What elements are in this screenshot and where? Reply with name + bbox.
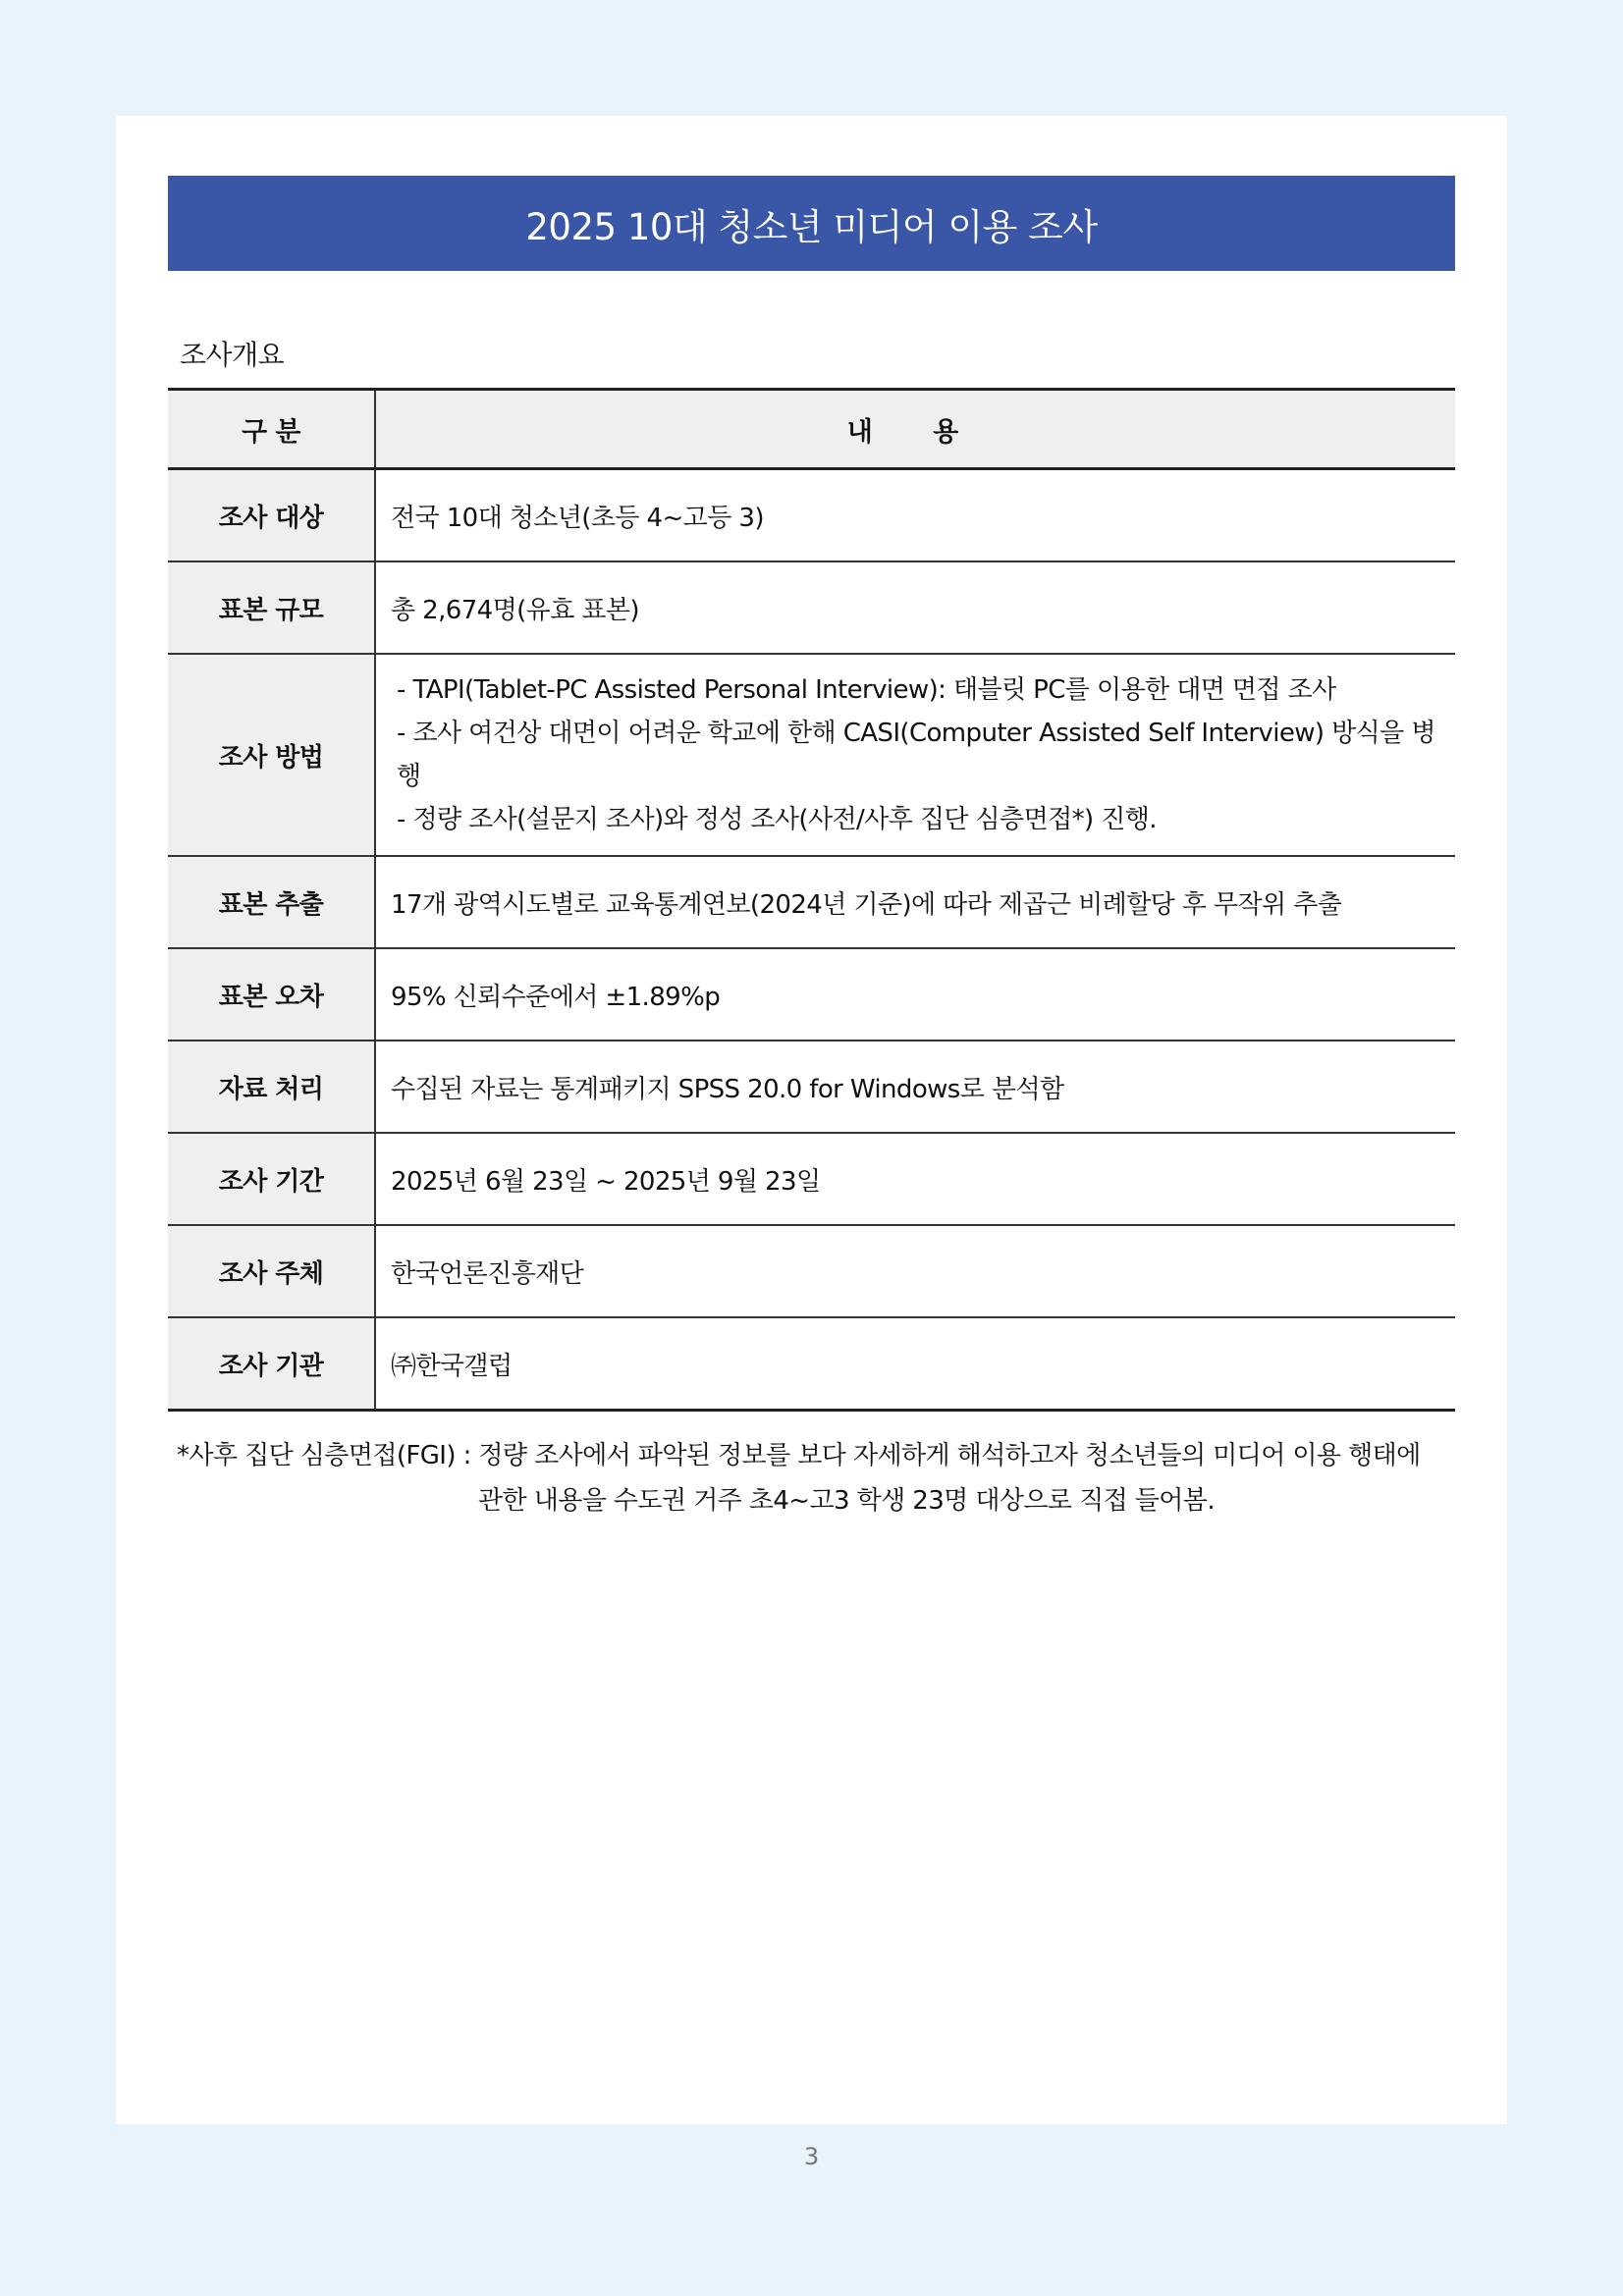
row-label: 조사 주체 <box>168 1225 375 1317</box>
method-line: - TAPI(Tablet-PC Assisted Personal Interview): 태블릿 PC를 이용한 대면 면접 조사 <box>397 675 1336 705</box>
row-value: 수집된 자료는 통계패키지 SPSS 20.0 for Windows로 분석함 <box>375 1041 1455 1133</box>
row-value: ㈜한국갤럽 <box>375 1317 1455 1411</box>
table-row <box>168 1133 1455 1225</box>
table-row <box>168 654 1455 856</box>
row-value: 2025년 6월 23일 ~ 2025년 9월 23일 <box>375 1133 1455 1225</box>
row-label: 표본 추출 <box>168 856 375 948</box>
row-label: 조사 대상 <box>168 469 375 562</box>
footnote <box>177 1433 1473 1523</box>
table-row <box>168 1225 1455 1317</box>
table-row <box>168 1317 1455 1411</box>
row-value: 95% 신뢰수준에서 ±1.89%p <box>375 948 1455 1041</box>
document-page <box>116 116 1507 2124</box>
row-label: 표본 규모 <box>168 561 375 654</box>
header-content: 내 용 <box>375 390 1455 469</box>
row-value: 총 2,674명(유효 표본) <box>375 561 1455 654</box>
header-category: 구 분 <box>168 390 375 469</box>
table-row <box>168 1041 1455 1133</box>
table-row <box>168 856 1455 948</box>
report-title: 2025 10대 청소년 미디어 이용 조사 <box>168 176 1455 271</box>
row-value: 한국언론진흥재단 <box>375 1225 1455 1317</box>
footnote-line: 관한 내용을 수도권 거주 초4~고3 학생 23명 대상으로 직접 들어봄. <box>478 1486 1215 1516</box>
table-row <box>168 561 1455 654</box>
row-label: 표본 오차 <box>168 948 375 1041</box>
row-label: 조사 방법 <box>168 654 375 856</box>
row-label: 조사 기간 <box>168 1133 375 1225</box>
table-header-row <box>168 390 1455 469</box>
row-value: 전국 10대 청소년(초등 4~고등 3) <box>375 469 1455 562</box>
page-number: 3 <box>803 2143 820 2170</box>
row-value: 17개 광역시도별로 교육통계연보(2024년 기준)에 따라 제곱근 비례할당 후 무작위 추출 <box>375 856 1455 948</box>
row-label: 자료 처리 <box>168 1041 375 1133</box>
row-value-method <box>375 654 1455 856</box>
table-row <box>168 948 1455 1041</box>
method-line: - 조사 여건상 대면이 어려운 학교에 한해 CASI(Computer Assisted Self Interview) 방식을 병행 <box>397 719 1435 791</box>
table-row <box>168 469 1455 562</box>
row-label: 조사 기관 <box>168 1317 375 1411</box>
footnote-line: *사후 집단 심층면접(FGI) : 정량 조사에서 파악된 정보를 보다 자세하게 해석하고자 청소년들의 미디어 이용 행태에 <box>177 1441 1421 1470</box>
section-label: 조사개요 <box>180 339 285 371</box>
method-line: - 정량 조사(설문지 조사)와 정성 조사(사전/사후 집단 심층면접*) 진행. <box>397 805 1157 834</box>
survey-overview-table <box>168 388 1455 1412</box>
